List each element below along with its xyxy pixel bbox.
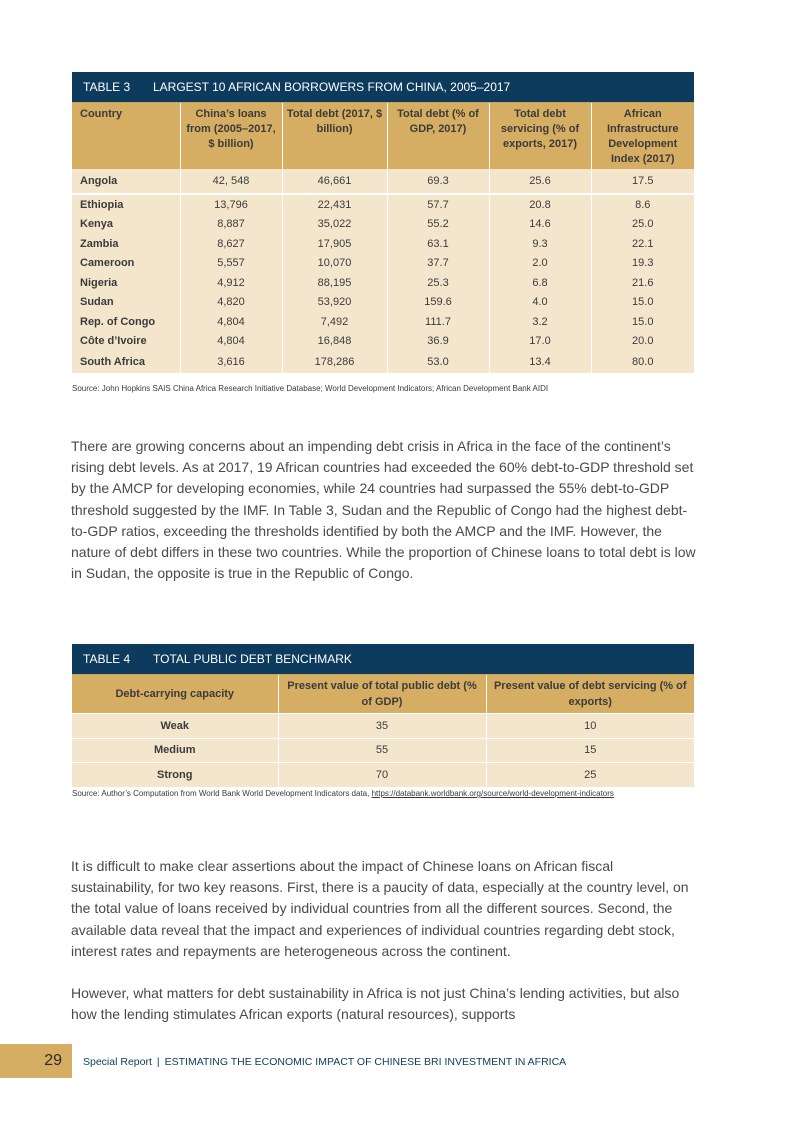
table-cell: Cameroon — [72, 254, 180, 274]
table-cell: 8,627 — [180, 234, 282, 254]
table-cell: 16,848 — [282, 332, 387, 352]
table-cell: 55.2 — [387, 215, 489, 235]
table-cell: 80.0 — [632, 356, 654, 368]
footer-report-label: Special Report — [83, 1056, 152, 1068]
table-cell: 13,796 — [180, 194, 282, 215]
table-cell: 159.6 — [387, 293, 489, 313]
table-cell: Medium — [72, 738, 278, 763]
column-header: Total debt (2017, $ billion) — [282, 103, 387, 169]
table-4 — [72, 644, 694, 787]
table-row — [72, 215, 694, 235]
table-4-source-link[interactable]: https://databank.worldbank.org/source/world-development-indicators — [371, 789, 614, 798]
table-3-header-bar — [72, 72, 694, 103]
table-cell: 178,286 — [282, 351, 387, 373]
column-header: Total debt (% of GDP, 2017) — [387, 103, 489, 169]
table-cell: 20.8 — [489, 194, 591, 215]
table-cell: 14.6 — [489, 215, 591, 235]
table-cell: Côte d’Ivoire — [72, 332, 180, 352]
table-3-source: Source: John Hopkins SAIS China Africa Research Initiative Database; World Development Indicators; African Development Bank AIDI — [72, 384, 549, 393]
table-4-grid — [72, 675, 694, 787]
table-4-column-headers — [72, 675, 694, 714]
table-row — [72, 169, 694, 194]
column-header: Debt-carrying capacity — [72, 675, 278, 714]
table-cell: 57.7 — [387, 194, 489, 215]
table-cell: 22.1 — [632, 237, 654, 250]
table-cell: 25 — [486, 763, 694, 787]
table-cell: 25.3 — [387, 273, 489, 293]
table-cell: 88,195 — [282, 273, 387, 293]
table-cell: 4,804 — [180, 332, 282, 352]
table-cell: 4,820 — [180, 293, 282, 313]
table-3-grid — [72, 103, 694, 373]
table-row — [72, 273, 694, 293]
table-4-number: TABLE 4 — [83, 652, 131, 666]
table-cell: 13.4 — [489, 351, 591, 373]
table-cell: 15.0 — [632, 296, 654, 309]
table-row — [72, 763, 694, 787]
table-cell: 4,804 — [180, 312, 282, 332]
table-cell: 36.9 — [387, 332, 489, 352]
table-row — [72, 312, 694, 332]
table-cell: Angola — [72, 169, 180, 194]
table-cell: 69.3 — [387, 169, 489, 194]
table-3-column-headers — [72, 103, 694, 169]
table-cell: 25.6 — [489, 169, 591, 194]
table-cell: 37.7 — [387, 254, 489, 274]
table-4-source — [72, 787, 702, 801]
column-header: Present value of total public debt (% of GDP) — [278, 675, 486, 714]
table-cell: South Africa — [72, 351, 180, 373]
table-cell: 53.0 — [387, 351, 489, 373]
table-cell: 25.0 — [632, 218, 654, 231]
table-cell: 63.1 — [387, 234, 489, 254]
table-row — [72, 293, 694, 313]
column-header: Present value of debt servicing (% of exports) — [493, 680, 687, 708]
table-cell: 111.7 — [387, 312, 489, 332]
table-cell: 35,022 — [282, 215, 387, 235]
table-cell: 8.6 — [635, 198, 651, 211]
table-row — [72, 332, 694, 352]
table-cell: 10 — [486, 714, 694, 739]
table-cell: 21.6 — [632, 276, 654, 289]
table-cell: 10,070 — [282, 254, 387, 274]
table-cell: 17.5 — [591, 169, 694, 194]
table-cell: 15.0 — [632, 315, 654, 328]
table-cell: 15 — [486, 738, 694, 763]
table-cell: 9.3 — [489, 234, 591, 254]
table-cell: Weak — [72, 714, 278, 739]
footer-report-title: ESTIMATING THE ECONOMIC IMPACT OF CHINESE BRI INVESTMENT IN AFRICA — [164, 1056, 567, 1068]
column-header: Total debt servicing (% of exports, 2017) — [489, 103, 591, 169]
table-4-header-bar — [72, 644, 694, 675]
table-3-title: LARGEST 10 AFRICAN BORROWERS FROM CHINA, 2005–2017 — [153, 80, 511, 94]
table-3 — [72, 72, 694, 373]
table-cell: Nigeria — [72, 273, 180, 293]
table-cell: 35 — [278, 714, 486, 739]
table-cell: 53,920 — [282, 293, 387, 313]
table-row — [72, 714, 694, 739]
table-3-number: TABLE 3 — [83, 80, 131, 94]
table-cell: Sudan — [72, 293, 180, 313]
table-row — [72, 738, 694, 763]
table-cell: 5,557 — [180, 254, 282, 274]
table-cell: 8,887 — [180, 215, 282, 235]
table-cell: Zambia — [72, 234, 180, 254]
table-cell: 4.0 — [489, 293, 591, 313]
column-header: Country — [72, 103, 180, 169]
table-row — [72, 351, 694, 373]
table-cell: 3,616 — [180, 351, 282, 373]
table-cell: 46,661 — [282, 169, 387, 194]
table-4-title: TOTAL PUBLIC DEBT BENCHMARK — [153, 652, 352, 666]
table-cell: 2.0 — [489, 254, 591, 274]
table-cell: 20.0 — [632, 335, 654, 348]
table-cell: 70 — [278, 763, 486, 787]
body-paragraph-3: However, what matters for debt sustainability in Africa is not just China’s lending activities, but also how the lending stimulates African exports (natural resources), supports — [71, 985, 680, 1023]
column-header: African Infrastructure Development Index (2017) — [606, 108, 679, 165]
column-header: China’s loans from (2005–2017, $ billion) — [180, 103, 282, 169]
table-cell: 19.3 — [632, 257, 654, 270]
footer-separator: | — [156, 1056, 160, 1068]
table-cell: 4,912 — [180, 273, 282, 293]
table-cell: Rep. of Congo — [72, 312, 180, 332]
table-cell: 42, 548 — [180, 169, 282, 194]
table-cell: 55 — [278, 738, 486, 763]
table-4-source-text: Source: Author’s Computation from World Bank World Development Indicators data, — [72, 789, 372, 798]
table-cell: Kenya — [72, 215, 180, 235]
body-paragraph-2: It is difficult to make clear assertions about the impact of Chinese loans on African fiscal sustainability, for two key reasons. First, there is a paucity of data, especially at the country level, on the total value of loans received by individual countries from all the different sources. Second, the available data reveal that the impact and experiences of individual countries regarding debt stock, interest rates and repayments are heterogeneous across the continent. — [71, 858, 689, 959]
table-row — [72, 234, 694, 254]
table-cell: 3.2 — [489, 312, 591, 332]
table-cell: 7,492 — [282, 312, 387, 332]
table-row — [72, 254, 694, 274]
table-cell: 17,905 — [282, 234, 387, 254]
table-cell: Strong — [72, 763, 278, 787]
table-row — [72, 194, 694, 215]
table-cell: 6.8 — [489, 273, 591, 293]
table-cell: 17.0 — [489, 332, 591, 352]
footer-running-title — [83, 1056, 566, 1068]
table-cell: 22,431 — [282, 194, 387, 215]
body-paragraph-1: There are growing concerns about an impending debt crisis in Africa in the face of the continent’s rising debt levels. As at 2017, 19 African countries had exceeded the 60% debt-to-GDP threshold set by the AMCP for developing economies, while 24 countries had surpassed the 55% debt-to-GDP threshold suggested by the IMF. In Table 3, Sudan and the Republic of Congo had the highest debt-to-GDP ratios, exceeding the thresholds identified by both the AMCP and the IMF. However, the nature of debt differs in these two countries. While the proportion of Chinese loans to total debt is low in Sudan, the opposite is true in the Republic of Congo. — [71, 438, 696, 582]
page-number: 29 — [0, 1044, 72, 1078]
table-cell: Ethiopia — [72, 194, 180, 215]
